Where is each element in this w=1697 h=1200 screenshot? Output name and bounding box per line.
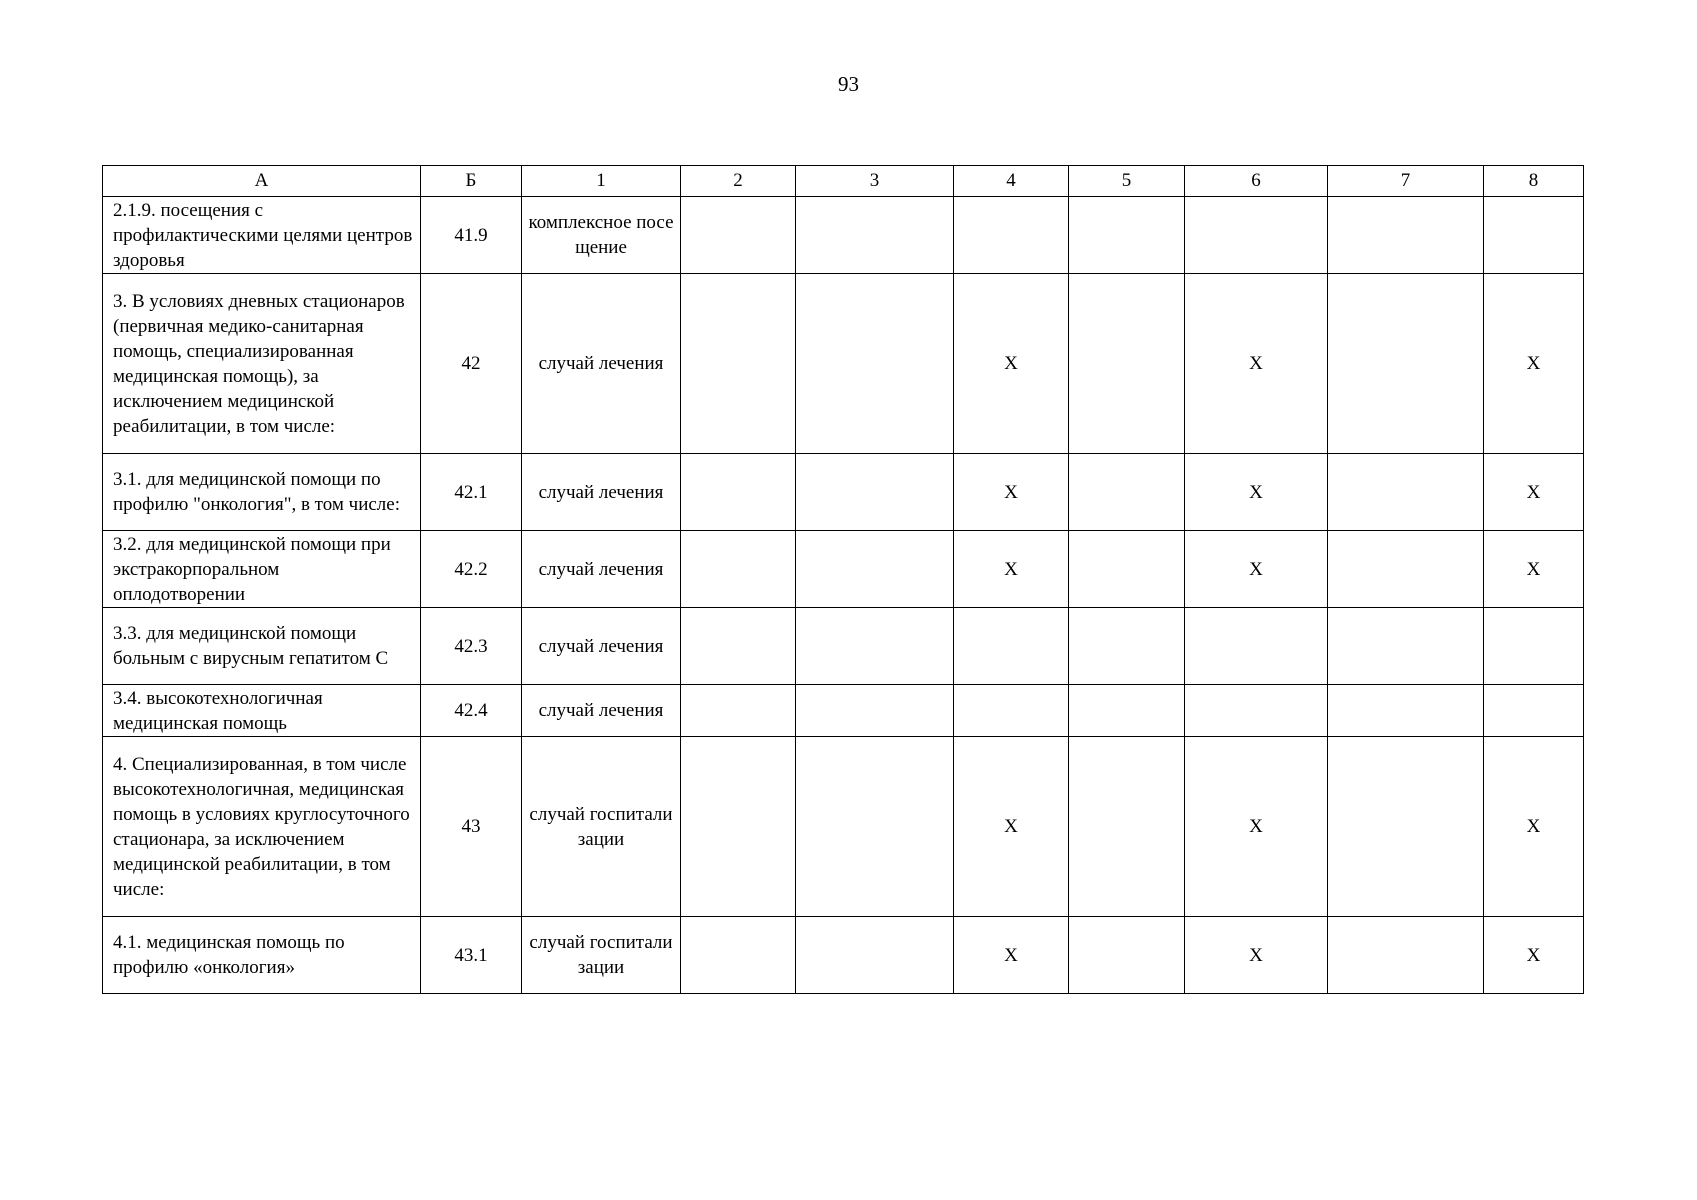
- table-row: [103, 454, 1584, 531]
- cell-col-5: [1069, 917, 1185, 994]
- row-unit: случай госпитализации: [522, 917, 681, 994]
- cell-col-2: [681, 454, 796, 531]
- row-code: 43.1: [421, 917, 522, 994]
- row-description: 4. Специализированная, в том числе высокотехнологичная, медицинская помощь в условиях круглосуточного стационара, за исключением медицинской реабилитации, в том числе:: [103, 737, 421, 917]
- cell-col-7: [1328, 454, 1484, 531]
- cell-col-5: [1069, 197, 1185, 274]
- row-code: 42.1: [421, 454, 522, 531]
- table-row: [103, 917, 1584, 994]
- row-description: 3. В условиях дневных стационаров (первичная медико-санитарная помощь, специализированная медицинская помощь), за исключением медицинской реабилитации, в том числе:: [103, 274, 421, 454]
- row-description: 3.1. для медицинской помощи по профилю "онкология", в том числе:: [103, 454, 421, 531]
- column-header-7: 7: [1328, 166, 1484, 197]
- row-unit: случай лечения: [522, 608, 681, 685]
- table-header-row: [103, 166, 1584, 197]
- cell-col-7: [1328, 737, 1484, 917]
- table-row: [103, 197, 1584, 274]
- cell-col-5: [1069, 608, 1185, 685]
- cell-col-3: [796, 454, 954, 531]
- table-row: [103, 737, 1584, 917]
- row-unit: случай лечения: [522, 685, 681, 737]
- cell-col-2: [681, 274, 796, 454]
- cell-col-8: Х: [1484, 454, 1584, 531]
- row-description: 3.4. высокотехнологичная медицинская помощь: [103, 685, 421, 737]
- column-header-2: 2: [681, 166, 796, 197]
- cell-col-7: [1328, 608, 1484, 685]
- cell-col-5: [1069, 737, 1185, 917]
- cell-col-7: [1328, 197, 1484, 274]
- cell-col-2: [681, 917, 796, 994]
- column-header-8: 8: [1484, 166, 1584, 197]
- cell-col-4: [954, 608, 1069, 685]
- column-header-4: 4: [954, 166, 1069, 197]
- cell-col-8: Х: [1484, 531, 1584, 608]
- cell-col-4: [954, 685, 1069, 737]
- cell-col-4: Х: [954, 454, 1069, 531]
- cell-col-8: Х: [1484, 274, 1584, 454]
- table-row: [103, 608, 1584, 685]
- table-row: [103, 274, 1584, 454]
- cell-col-5: [1069, 685, 1185, 737]
- cell-col-7: [1328, 531, 1484, 608]
- cell-col-3: [796, 274, 954, 454]
- row-description: 4.1. медицинская помощь по профилю «онкология»: [103, 917, 421, 994]
- cell-col-6: [1185, 685, 1328, 737]
- cell-col-4: Х: [954, 917, 1069, 994]
- row-code: 42.4: [421, 685, 522, 737]
- cell-col-8: Х: [1484, 737, 1584, 917]
- row-code: 42: [421, 274, 522, 454]
- row-unit: случай лечения: [522, 531, 681, 608]
- cell-col-7: [1328, 917, 1484, 994]
- row-description: 3.3. для медицинской помощи больным с вирусным гепатитом С: [103, 608, 421, 685]
- table-row: [103, 685, 1584, 737]
- cell-col-6: Х: [1185, 274, 1328, 454]
- column-header-6: 6: [1185, 166, 1328, 197]
- cell-col-2: [681, 197, 796, 274]
- data-table: [102, 165, 1584, 994]
- cell-col-7: [1328, 685, 1484, 737]
- row-code: 41.9: [421, 197, 522, 274]
- cell-col-8: [1484, 685, 1584, 737]
- cell-col-4: Х: [954, 274, 1069, 454]
- cell-col-2: [681, 737, 796, 917]
- row-description: 3.2. для медицинской помощи при экстракорпоральном оплодотворении: [103, 531, 421, 608]
- cell-col-2: [681, 531, 796, 608]
- row-unit: комплексное посещение: [522, 197, 681, 274]
- column-header-5: 5: [1069, 166, 1185, 197]
- row-code: 43: [421, 737, 522, 917]
- column-header-b: Б: [421, 166, 522, 197]
- cell-col-3: [796, 737, 954, 917]
- row-code: 42.2: [421, 531, 522, 608]
- cell-col-6: [1185, 197, 1328, 274]
- cell-col-6: Х: [1185, 454, 1328, 531]
- cell-col-3: [796, 685, 954, 737]
- cell-col-5: [1069, 531, 1185, 608]
- cell-col-8: [1484, 608, 1584, 685]
- cell-col-4: Х: [954, 737, 1069, 917]
- cell-col-4: [954, 197, 1069, 274]
- cell-col-6: Х: [1185, 917, 1328, 994]
- cell-col-4: Х: [954, 531, 1069, 608]
- cell-col-3: [796, 531, 954, 608]
- row-unit: случай лечения: [522, 454, 681, 531]
- cell-col-3: [796, 197, 954, 274]
- cell-col-5: [1069, 454, 1185, 531]
- cell-col-7: [1328, 274, 1484, 454]
- cell-col-3: [796, 608, 954, 685]
- row-description: 2.1.9. посещения с профилактическими целями центров здоровья: [103, 197, 421, 274]
- row-unit: случай госпитализации: [522, 737, 681, 917]
- cell-col-8: [1484, 197, 1584, 274]
- cell-col-6: Х: [1185, 531, 1328, 608]
- table-row: [103, 531, 1584, 608]
- row-unit: случай лечения: [522, 274, 681, 454]
- cell-col-2: [681, 608, 796, 685]
- cell-col-5: [1069, 274, 1185, 454]
- cell-col-2: [681, 685, 796, 737]
- page-number: 93: [838, 72, 859, 96]
- cell-col-6: Х: [1185, 737, 1328, 917]
- cell-col-3: [796, 917, 954, 994]
- cell-col-8: Х: [1484, 917, 1584, 994]
- column-header-a: А: [103, 166, 421, 197]
- column-header-1: 1: [522, 166, 681, 197]
- cell-col-6: [1185, 608, 1328, 685]
- row-code: 42.3: [421, 608, 522, 685]
- column-header-3: 3: [796, 166, 954, 197]
